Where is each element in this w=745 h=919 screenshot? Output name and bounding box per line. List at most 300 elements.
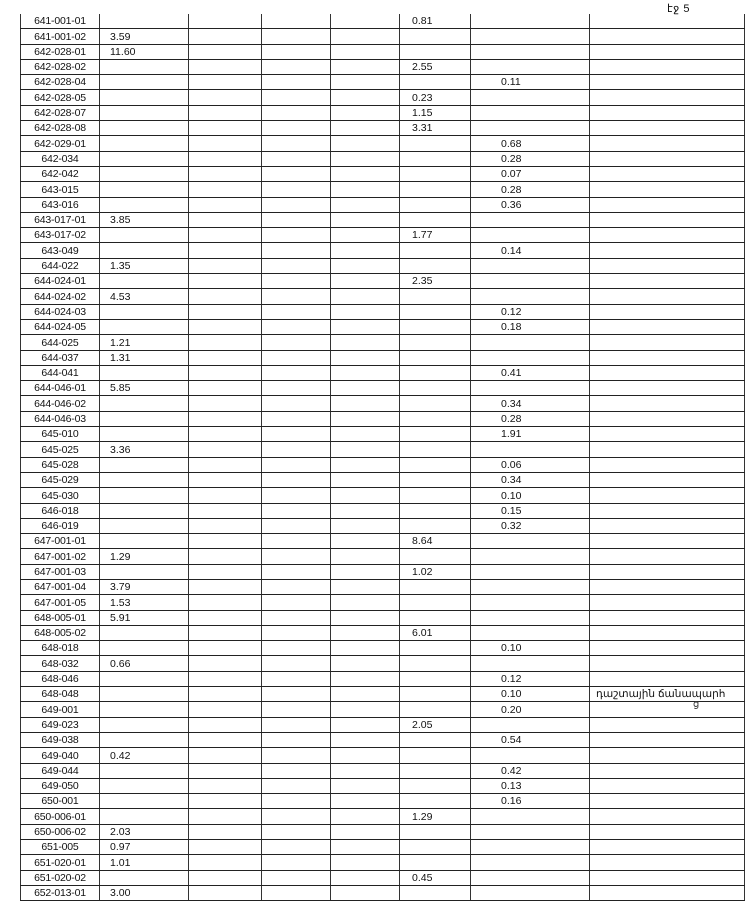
value-cell-a [100,151,189,166]
empty-cell [331,778,400,793]
value-cell-g [590,641,745,656]
value-cell-f: 0.34 [471,472,590,487]
value-cell-f [471,350,590,365]
value-cell-f: 0.18 [471,319,590,334]
value-cell-a [100,411,189,426]
empty-cell [262,166,331,181]
empty-cell [331,794,400,809]
value-cell-g [590,105,745,120]
table-row [21,549,745,564]
value-cell-e: 1.29 [400,809,471,824]
value-cell-f [471,44,590,59]
empty-cell [189,625,262,640]
table-row [21,534,745,549]
value-cell-g [590,243,745,258]
value-cell-f: 0.16 [471,794,590,809]
table-row [21,29,745,44]
value-cell-e [400,44,471,59]
empty-cell [262,564,331,579]
table-row [21,702,745,717]
table-row [21,182,745,197]
parcel-code-cell: 651-020-01 [21,855,100,870]
empty-cell [189,243,262,258]
empty-cell [189,794,262,809]
empty-cell [262,228,331,243]
empty-cell [189,549,262,564]
empty-cell [331,488,400,503]
empty-cell [189,687,262,702]
value-cell-g [590,809,745,824]
value-cell-f [471,258,590,273]
parcel-code-cell: 643-017-02 [21,228,100,243]
empty-cell [262,809,331,824]
table-row [21,136,745,151]
parcel-code-cell: 647-001-01 [21,534,100,549]
value-cell-g [590,794,745,809]
value-cell-g [590,870,745,885]
table-row [21,365,745,380]
value-cell-f: 0.10 [471,488,590,503]
empty-cell [331,472,400,487]
empty-cell [262,319,331,334]
empty-cell [331,411,400,426]
value-cell-g [590,518,745,533]
value-cell-g [590,702,745,717]
empty-cell [331,717,400,732]
empty-cell [331,14,400,29]
empty-cell [331,641,400,656]
value-cell-g [590,335,745,350]
empty-cell [189,518,262,533]
parcel-code-cell: 642-028-04 [21,75,100,90]
empty-cell [189,350,262,365]
empty-cell [189,534,262,549]
empty-cell [189,212,262,227]
empty-cell [331,182,400,197]
value-cell-e [400,289,471,304]
value-cell-f [471,870,590,885]
value-cell-e [400,763,471,778]
empty-cell [189,396,262,411]
value-cell-a [100,121,189,136]
table-row [21,564,745,579]
value-cell-g [590,350,745,365]
parcel-code-cell: 648-005-01 [21,610,100,625]
empty-cell [331,212,400,227]
empty-cell [331,564,400,579]
parcel-code-cell: 644-024-01 [21,274,100,289]
parcel-code-cell: 644-037 [21,350,100,365]
empty-cell [331,90,400,105]
parcel-code-cell: 642-028-01 [21,44,100,59]
empty-cell [262,212,331,227]
value-cell-f [471,228,590,243]
value-cell-g [590,258,745,273]
empty-cell [189,197,262,212]
value-cell-g [590,763,745,778]
parcel-code-cell: 644-022 [21,258,100,273]
value-cell-g [590,472,745,487]
value-cell-g [590,289,745,304]
parcel-code-cell: 647-001-02 [21,549,100,564]
empty-cell [189,809,262,824]
value-cell-g [590,14,745,29]
value-cell-e [400,472,471,487]
empty-cell [189,763,262,778]
value-cell-a [100,717,189,732]
value-cell-g [590,534,745,549]
empty-cell [189,274,262,289]
value-cell-e [400,243,471,258]
empty-cell [331,457,400,472]
empty-cell [331,809,400,824]
empty-cell [262,243,331,258]
empty-cell [262,197,331,212]
empty-cell [331,518,400,533]
value-cell-f: 0.28 [471,182,590,197]
value-cell-a: 1.53 [100,595,189,610]
empty-cell [262,14,331,29]
empty-cell [262,427,331,442]
empty-cell [331,870,400,885]
value-cell-a: 0.42 [100,748,189,763]
empty-cell [189,671,262,686]
empty-cell [331,289,400,304]
table-row [21,335,745,350]
empty-cell [262,518,331,533]
empty-cell [189,166,262,181]
empty-cell [331,243,400,258]
table-row [21,809,745,824]
value-cell-a [100,228,189,243]
table-row [21,870,745,885]
value-cell-e [400,794,471,809]
parcel-code-cell: 648-048 [21,687,100,702]
empty-cell [262,381,331,396]
empty-cell [262,717,331,732]
parcel-code-cell: 649-023 [21,717,100,732]
value-cell-g: դաշտային ճանապարհ [590,687,745,702]
value-cell-a [100,794,189,809]
value-cell-a: 1.01 [100,855,189,870]
value-cell-a: 3.85 [100,212,189,227]
value-cell-f [471,824,590,839]
empty-cell [189,732,262,747]
empty-cell [189,656,262,671]
table-row [21,472,745,487]
empty-cell [331,824,400,839]
value-cell-a: 0.97 [100,840,189,855]
value-cell-e: 0.81 [400,14,471,29]
value-cell-g [590,656,745,671]
value-cell-f [471,381,590,396]
empty-cell [262,304,331,319]
value-cell-e [400,319,471,334]
empty-cell [189,564,262,579]
empty-cell [331,855,400,870]
empty-cell [262,732,331,747]
empty-cell [262,641,331,656]
value-cell-f [471,335,590,350]
empty-cell [262,335,331,350]
parcel-code-cell: 644-025 [21,335,100,350]
value-cell-f: 0.41 [471,365,590,380]
value-cell-e: 2.35 [400,274,471,289]
empty-cell [262,151,331,166]
empty-cell [262,136,331,151]
value-cell-e [400,702,471,717]
empty-cell [331,105,400,120]
empty-cell [189,335,262,350]
value-cell-a [100,75,189,90]
parcel-code-cell: 644-046-03 [21,411,100,426]
table-row [21,350,745,365]
parcel-code-cell: 644-024-02 [21,289,100,304]
empty-cell [262,840,331,855]
empty-cell [262,44,331,59]
value-cell-e [400,885,471,900]
value-cell-g [590,885,745,900]
value-cell-f: 0.20 [471,702,590,717]
value-cell-g [590,748,745,763]
empty-cell [262,472,331,487]
empty-cell [331,671,400,686]
empty-cell [262,702,331,717]
empty-cell [262,182,331,197]
value-cell-a: 4.53 [100,289,189,304]
value-cell-a [100,564,189,579]
value-cell-f [471,105,590,120]
table-row [21,595,745,610]
parcel-code-cell: 643-016 [21,197,100,212]
value-cell-e: 0.23 [400,90,471,105]
value-cell-g [590,732,745,747]
value-cell-g [590,304,745,319]
empty-cell [189,228,262,243]
parcel-code-cell: 648-018 [21,641,100,656]
empty-cell [262,396,331,411]
parcel-code-cell: 648-005-02 [21,625,100,640]
value-cell-f: 0.11 [471,75,590,90]
value-cell-e [400,748,471,763]
empty-cell [189,717,262,732]
empty-cell [189,503,262,518]
value-cell-f: 0.68 [471,136,590,151]
value-cell-e [400,365,471,380]
table-row [21,748,745,763]
value-cell-f: 0.42 [471,763,590,778]
value-cell-f: 0.13 [471,778,590,793]
value-cell-g [590,671,745,686]
empty-cell [189,411,262,426]
table-row [21,166,745,181]
empty-cell [189,14,262,29]
value-cell-f: 0.10 [471,687,590,702]
empty-cell [262,687,331,702]
table-row [21,319,745,334]
empty-cell [262,411,331,426]
empty-cell [189,855,262,870]
empty-cell [189,472,262,487]
value-cell-a: 1.35 [100,258,189,273]
parcel-code-cell: 642-028-02 [21,59,100,74]
parcel-code-cell: 641-001-02 [21,29,100,44]
empty-cell [189,870,262,885]
table-row [21,59,745,74]
table-row [21,396,745,411]
value-cell-f: 0.28 [471,151,590,166]
value-cell-g [590,457,745,472]
table-row [21,794,745,809]
empty-cell [189,427,262,442]
empty-cell [331,595,400,610]
value-cell-e [400,381,471,396]
value-cell-e [400,671,471,686]
empty-cell [331,702,400,717]
value-cell-a [100,274,189,289]
value-cell-e [400,212,471,227]
value-cell-g [590,396,745,411]
empty-cell [189,136,262,151]
value-cell-e [400,166,471,181]
empty-cell [189,105,262,120]
value-cell-g [590,44,745,59]
empty-cell [262,503,331,518]
empty-cell [189,365,262,380]
value-cell-a [100,518,189,533]
parcel-code-cell: 642-034 [21,151,100,166]
table-row [21,427,745,442]
value-cell-a [100,809,189,824]
value-cell-e [400,641,471,656]
empty-cell [189,151,262,166]
empty-cell [189,90,262,105]
table-row [21,14,745,29]
empty-cell [189,488,262,503]
table-row [21,518,745,533]
value-cell-e [400,579,471,594]
empty-cell [189,381,262,396]
parcel-code-cell: 652-013-01 [21,885,100,900]
value-cell-e [400,427,471,442]
value-cell-g [590,564,745,579]
table-row [21,840,745,855]
parcel-code-cell: 642-029-01 [21,136,100,151]
empty-cell [331,151,400,166]
parcel-code-cell: 645-025 [21,442,100,457]
value-cell-a [100,319,189,334]
value-cell-f: 0.54 [471,732,590,747]
value-cell-a [100,625,189,640]
table-row [21,457,745,472]
value-cell-f: 0.14 [471,243,590,258]
value-cell-g [590,427,745,442]
parcel-code-cell: 648-046 [21,671,100,686]
value-cell-g [590,855,745,870]
value-cell-f [471,14,590,29]
value-cell-f [471,809,590,824]
parcel-code-cell: 649-050 [21,778,100,793]
table-row [21,44,745,59]
value-cell-e [400,197,471,212]
value-cell-e: 6.01 [400,625,471,640]
value-cell-g [590,778,745,793]
value-cell-a [100,243,189,258]
value-cell-a [100,90,189,105]
value-cell-g [590,365,745,380]
empty-cell [331,763,400,778]
empty-cell [331,579,400,594]
value-cell-a [100,488,189,503]
value-cell-a: 1.31 [100,350,189,365]
empty-cell [262,442,331,457]
empty-cell [331,427,400,442]
value-cell-e: 1.77 [400,228,471,243]
value-cell-e [400,442,471,457]
parcel-code-cell: 642-028-07 [21,105,100,120]
empty-cell [189,289,262,304]
empty-cell [262,274,331,289]
value-cell-e [400,304,471,319]
table-body [21,14,745,901]
value-cell-a: 3.59 [100,29,189,44]
parcel-code-cell: 648-032 [21,656,100,671]
parcel-code-cell: 649-001 [21,702,100,717]
parcel-code-cell: 644-046-02 [21,396,100,411]
value-cell-a [100,59,189,74]
value-cell-a [100,732,189,747]
value-cell-e: 3.31 [400,121,471,136]
table-row [21,258,745,273]
parcel-code-cell: 642-028-05 [21,90,100,105]
parcel-code-cell: 643-015 [21,182,100,197]
parcel-code-cell: 642-028-08 [21,121,100,136]
empty-cell [331,625,400,640]
empty-cell [262,105,331,120]
value-cell-e [400,824,471,839]
value-cell-f [471,717,590,732]
empty-cell [262,289,331,304]
table-row [21,411,745,426]
parcel-code-cell: 649-040 [21,748,100,763]
value-cell-g [590,90,745,105]
value-cell-g [590,228,745,243]
empty-cell [262,258,331,273]
value-cell-f [471,855,590,870]
value-cell-g [590,121,745,136]
value-cell-f: 0.36 [471,197,590,212]
empty-cell [189,885,262,900]
empty-cell [262,824,331,839]
value-cell-f [471,274,590,289]
value-cell-g [590,579,745,594]
value-cell-g [590,59,745,74]
table-row [21,763,745,778]
empty-cell [189,840,262,855]
value-cell-f [471,748,590,763]
parcel-code-cell: 651-005 [21,840,100,855]
value-cell-e: 1.02 [400,564,471,579]
empty-cell [331,121,400,136]
value-cell-f: 0.34 [471,396,590,411]
value-cell-a [100,396,189,411]
table-row [21,671,745,686]
parcel-code-cell: 647-001-03 [21,564,100,579]
table-row [21,641,745,656]
value-cell-a [100,457,189,472]
empty-cell [189,641,262,656]
empty-cell [189,182,262,197]
